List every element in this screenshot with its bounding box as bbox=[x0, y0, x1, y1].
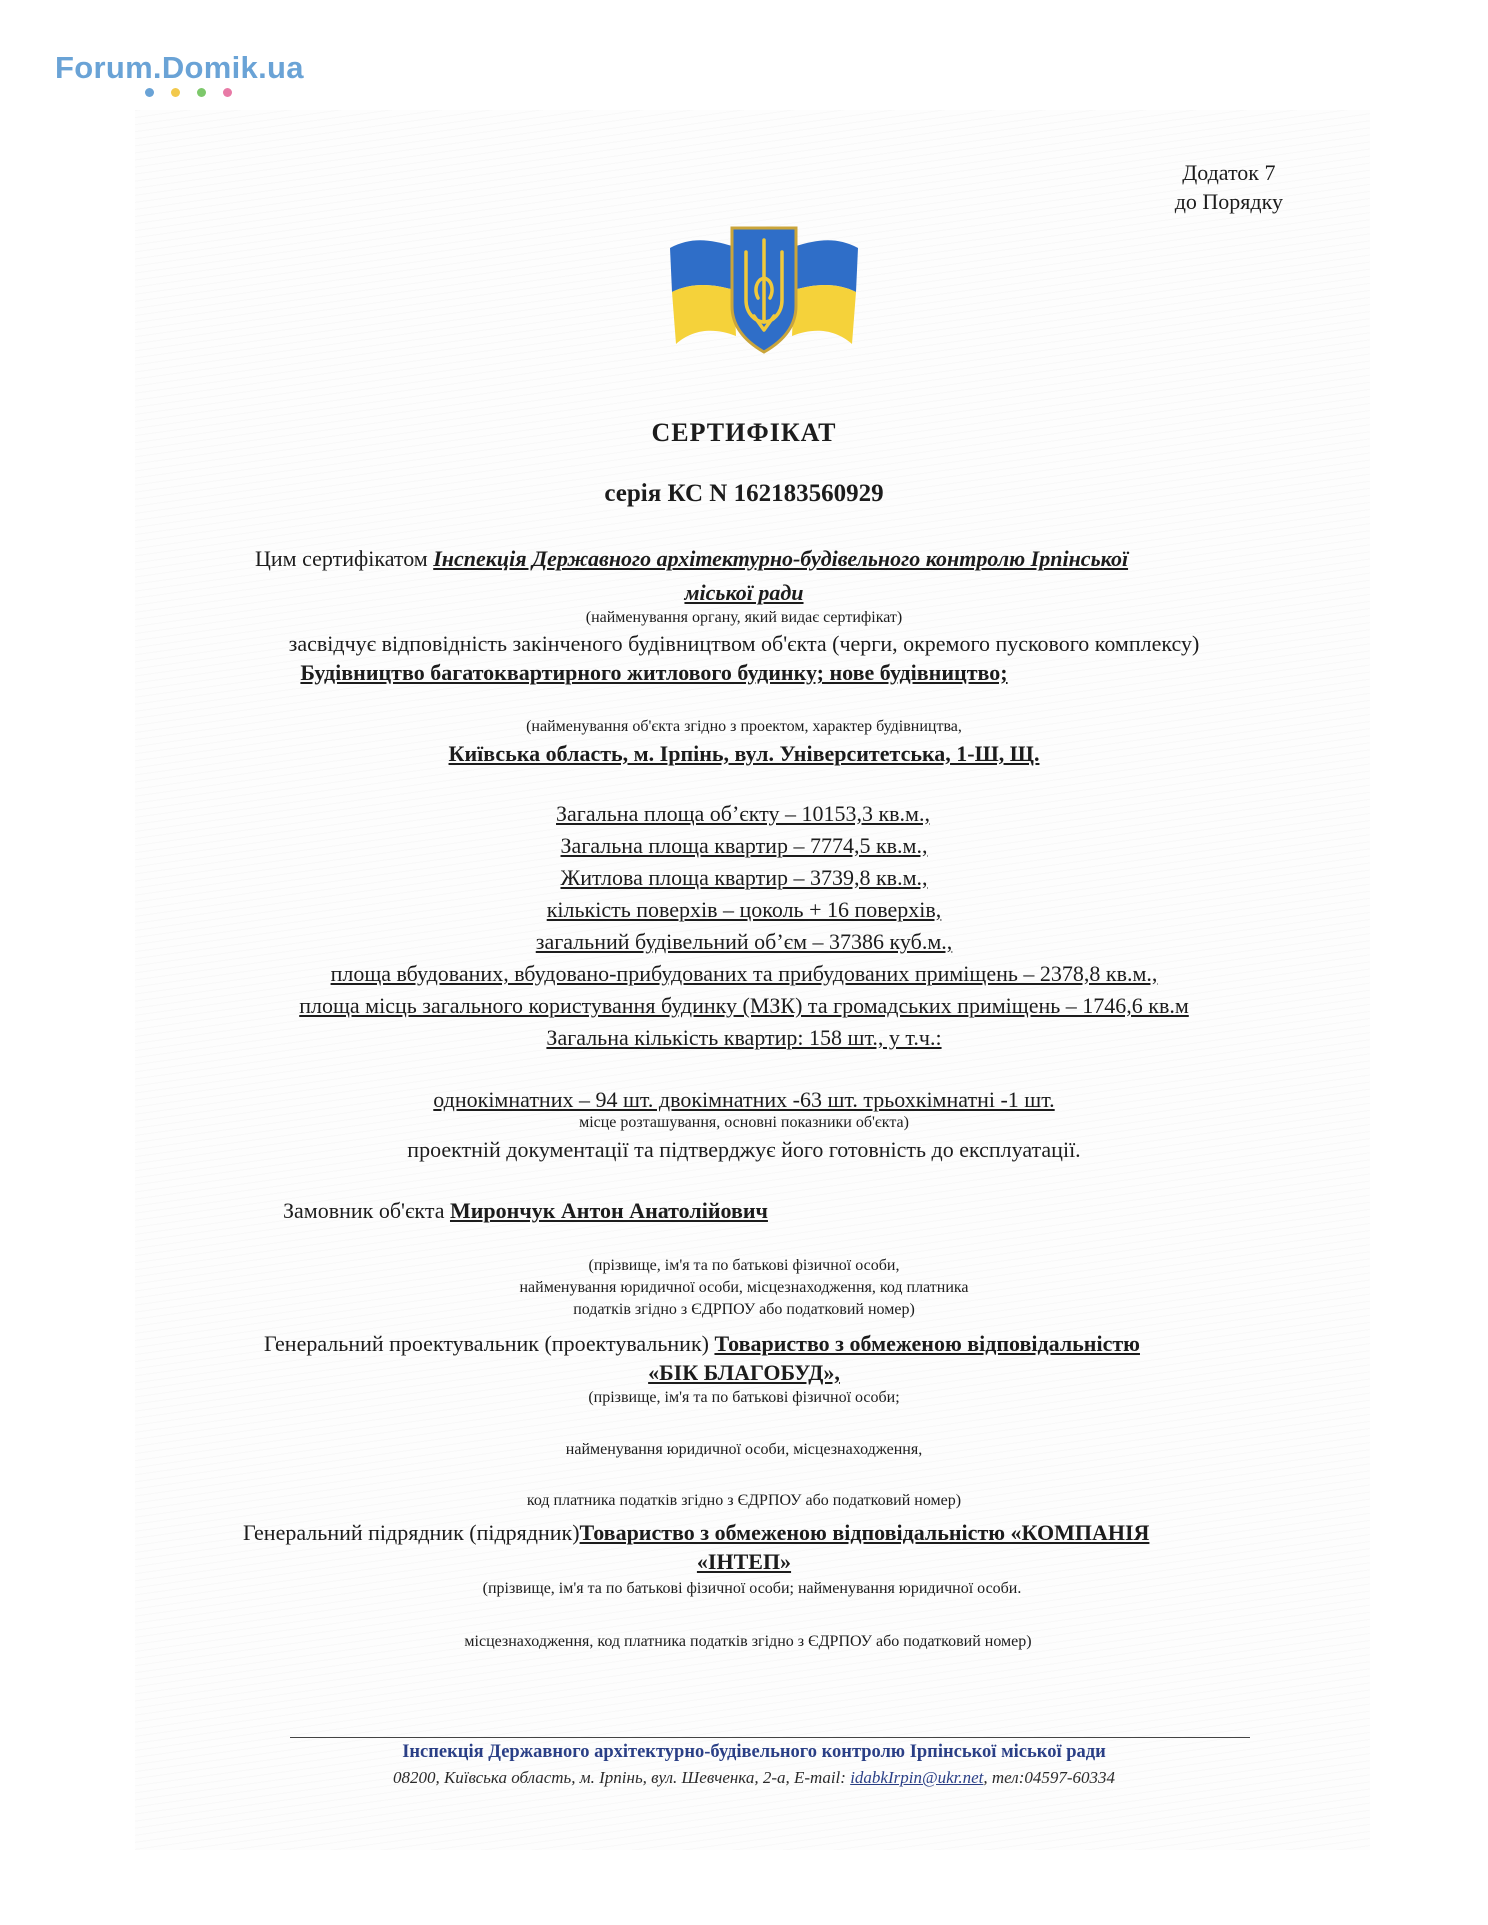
indicator-apartments-area: Загальна площа квартир – 7774,5 кв.м., bbox=[560, 833, 928, 858]
object-address: Київська область, м. Ірпінь, вул. Університетська, 1-Ш, Щ. bbox=[448, 741, 1040, 766]
certifies-text: засвідчує відповідність закінченого будівництвом об'єкта (черги, окремого пускового комплексу) bbox=[288, 631, 1200, 656]
designer-caption-3: код платника податків згідно з ЄДРПОУ або податковий номер) bbox=[526, 1492, 962, 1509]
appendix-line-2: до Порядку bbox=[1174, 189, 1283, 214]
issuer-name-line-2: міської ради bbox=[684, 580, 804, 605]
appendix-line-1: Додаток 7 bbox=[1182, 160, 1276, 185]
footer-address: 08200, Київська область, м. Ірпінь, вул. Шевченка, 2-а, E-mail: bbox=[392, 1768, 846, 1787]
forum-watermark-logo: Forum.Domik.ua bbox=[55, 50, 304, 85]
designer-caption-1: (прізвище, ім'я та по батькові фізичної особи; bbox=[588, 1389, 900, 1406]
ukraine-trident-flag-emblem-icon bbox=[662, 218, 867, 368]
indicator-common-areas: площа місць загального користування будинку (МЗК) та громадських приміщень – 1746,6 кв.м bbox=[299, 993, 1189, 1018]
customer-label: Замовник об'єкта bbox=[283, 1198, 445, 1223]
watermark-dots bbox=[145, 88, 232, 97]
indicator-apartments-count: Загальна кількість квартир: 158 шт., у т.ч.: bbox=[546, 1025, 942, 1050]
customer-caption-3: податків згідно з ЄДРПОУ або податковий номер) bbox=[573, 1301, 915, 1318]
watermark-dot-blue bbox=[145, 88, 154, 97]
designer-name-line-1: Товариство з обмеженою відповідальністю bbox=[714, 1331, 1140, 1356]
footer-email-link[interactable]: idabkIrpin@ukr.net bbox=[850, 1768, 984, 1787]
footer-phone: , тел:04597-60334 bbox=[983, 1768, 1116, 1787]
issuer-prefix: Цим сертифікатом bbox=[255, 546, 428, 571]
footer-contacts bbox=[10, 1768, 1488, 1788]
footer-organization: Інспекція Державного архітектурно-будівельного контролю Ірпінської міської ради bbox=[402, 1742, 1106, 1762]
certificate-series: серія КС N 162183560929 bbox=[604, 480, 884, 507]
designer-line bbox=[264, 1331, 1140, 1357]
issuer-name-line-1: Інспекція Державного архітектурно-будівельного контролю Ірпінської bbox=[433, 546, 1129, 571]
contractor-caption-1: (прізвище, ім'я та по батькові фізичної особи; найменування юридичної особи. bbox=[482, 1580, 1022, 1597]
contractor-label: Генеральний підрядник (підрядник) bbox=[243, 1520, 580, 1545]
watermark-dot-pink bbox=[223, 88, 232, 97]
designer-label: Генеральний проектувальник (проектувальник) bbox=[264, 1331, 709, 1356]
customer-line bbox=[283, 1198, 768, 1224]
contractor-line bbox=[243, 1520, 1149, 1546]
appendix-note bbox=[1175, 158, 1283, 216]
rooms-caption: місце розташування, основні показники об'єкта) bbox=[579, 1114, 909, 1131]
rooms-breakdown: однокімнатних – 94 шт. двокімнатних -63 шт. трьохкімнатні -1 шт. bbox=[433, 1087, 1055, 1112]
contractor-caption-2: місцезнаходження, код платника податків згідно з ЄДРПОУ або податковий номер) bbox=[464, 1633, 1032, 1650]
designer-caption-2: найменування юридичної особи, місцезнаходження, bbox=[565, 1441, 923, 1458]
indicator-built-in-premises: площа вбудованих, вбудовано-прибудованих та прибудованих приміщень – 2378,8 кв.м., bbox=[330, 961, 1158, 986]
customer-caption-1: (прізвище, ім'я та по батькові фізичної особи, bbox=[588, 1257, 900, 1274]
indicator-floors: кількість поверхів – цоколь + 16 поверхів, bbox=[546, 897, 942, 922]
indicator-living-area: Житлова площа квартир – 3739,8 кв.м., bbox=[560, 865, 928, 890]
designer-name-line-2: «БІК БЛАГОБУД», bbox=[648, 1360, 840, 1385]
indicator-total-area: Загальна площа об’єкту – 10153,3 кв.м., bbox=[556, 801, 930, 826]
object-caption: (найменування об'єкта згідно з проектом, характер будівництва, bbox=[526, 718, 962, 735]
footer-divider bbox=[290, 1737, 1250, 1738]
contractor-name-line-1: Товариство з обмеженою відповідальністю «КОМПАНІЯ bbox=[579, 1520, 1150, 1545]
contractor-name-line-2: «ІНТЕП» bbox=[696, 1549, 792, 1574]
issuer-line bbox=[255, 546, 1128, 572]
issuer-caption: (найменування органу, який видає сертифікат) bbox=[585, 609, 903, 626]
indicator-volume: загальний будівельний об’єм – 37386 куб.м., bbox=[535, 929, 953, 954]
customer-name: Мирончук Антон Анатолійович bbox=[449, 1198, 768, 1223]
conformity-text: проектній документації та підтверджує його готовність до експлуатації. bbox=[407, 1137, 1081, 1162]
watermark-dot-yellow bbox=[171, 88, 180, 97]
object-name: Будівництво багатоквартирного житлового будинку; нове будівництво; bbox=[300, 660, 1008, 685]
watermark-dot-green bbox=[197, 88, 206, 97]
certificate-title: СЕРТИФІКАТ bbox=[651, 418, 837, 447]
customer-caption-2: найменування юридичної особи, місцезнаходження, код платника bbox=[519, 1279, 969, 1296]
